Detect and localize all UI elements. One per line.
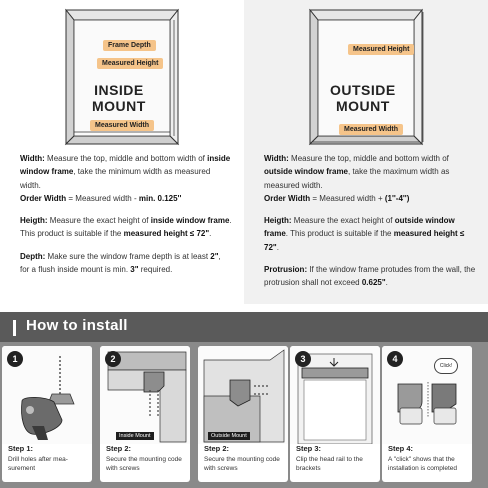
outside-width-paragraph: Width: Measure the top, middle and bottom width of outside window frame, take the maximum width as measured width. Order Width = Measured width + (1''-4'') bbox=[264, 154, 450, 203]
step-card-2-outside bbox=[198, 346, 288, 482]
step-text-2b: Secure the mounting code with screws bbox=[204, 456, 280, 472]
step-text-2: Secure the mounting code with screws bbox=[106, 456, 182, 472]
step-label-4: Step 4: bbox=[388, 444, 414, 453]
inside-mount-instructions bbox=[20, 152, 232, 285]
inside-mount-tag: Inside Mount bbox=[116, 432, 154, 440]
outside-height-paragraph: Heigth: Measure the exact height of outside window frame. This product is suitable if the measured height ≤ 72". bbox=[264, 216, 465, 252]
step-text-1: Drill holes after mea-surement bbox=[8, 456, 68, 472]
bracket-icon bbox=[198, 346, 288, 444]
inside-mount-panel bbox=[0, 0, 244, 304]
step-label-3: Step 3: bbox=[296, 444, 322, 453]
step-number-4: 4 bbox=[387, 351, 403, 367]
measured-height-label: Measured Height bbox=[348, 44, 414, 55]
section-accent-bar bbox=[13, 320, 16, 336]
outside-mount-title: OUTSIDE MOUNT bbox=[330, 82, 396, 114]
outside-mount-tag: Outside Mount bbox=[208, 432, 250, 440]
inside-mount-title: INSIDE MOUNT bbox=[92, 82, 146, 114]
step-card-1 bbox=[2, 346, 92, 482]
measured-height-label: Measured Height bbox=[97, 58, 163, 69]
inside-height-paragraph: Heigth: Measure the exact height of inside window frame. This product is suitable if the measured height ≤ 72". bbox=[20, 216, 232, 239]
click-bubble: Click! bbox=[434, 358, 458, 374]
frame-depth-label: Frame Depth bbox=[103, 40, 156, 51]
step-card-3 bbox=[290, 346, 380, 482]
measured-width-label: Measured Width bbox=[90, 120, 154, 131]
outside-protrusion-paragraph: Protrusion: If the window frame protudes from the wall, the protrusion shall not exceed 0.625". bbox=[264, 265, 476, 288]
step-number-2: 2 bbox=[105, 351, 121, 367]
step-label-2b: Step 2: bbox=[204, 444, 230, 453]
outside-mount-panel bbox=[244, 0, 488, 304]
step-card-2-inside bbox=[100, 346, 190, 482]
measured-width-label: Measured Width bbox=[339, 124, 403, 135]
outside-mount-instructions bbox=[264, 152, 476, 299]
step-text-3: Clip the head rail to the brackets bbox=[296, 456, 363, 472]
step-text-4: A "click" shows that the installation is completed bbox=[388, 456, 458, 472]
step-number-3: 3 bbox=[295, 351, 311, 367]
inside-depth-paragraph: Depth: Make sure the window frame depth is at least 2", for a flush inside mount is min. 3" required. bbox=[20, 251, 221, 275]
step-card-4 bbox=[382, 346, 472, 482]
step-number-1: 1 bbox=[7, 351, 23, 367]
step-label-1: Step 1: bbox=[8, 444, 34, 453]
inside-width-paragraph: Width: Measure the top, middle and bottom width of inside window frame, take the minimum width as measured width. Order Width = Measured width - min. 0.125'' bbox=[20, 154, 231, 203]
how-to-install-title: How to install bbox=[26, 317, 128, 334]
step-label-2: Step 2: bbox=[106, 444, 132, 453]
